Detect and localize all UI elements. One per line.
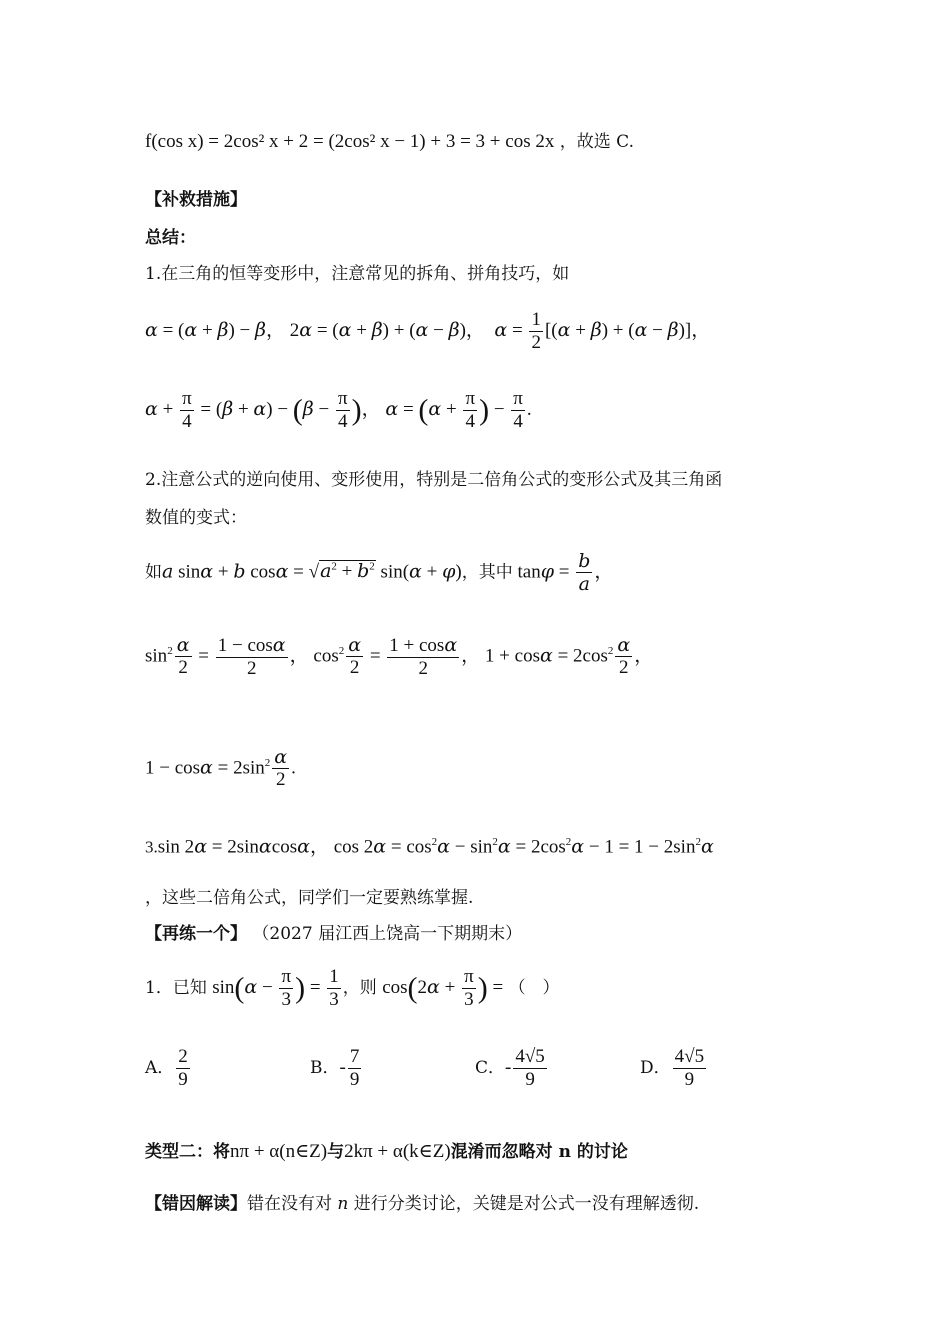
question-1: 1．已知 sin(α − $\frac{\pi}{3}$ ) = $\frac{1}{3}$ ，则 cos(2α + $\frac{\pi}{3}$ ) = （ ） [145, 966, 560, 1011]
option-c: C．- $\frac{4√5}{9}$ [475, 1046, 545, 1090]
option-d: D． $\frac{4√5}{9}$ [640, 1046, 705, 1090]
double-angle-formulas: 3.sin 2α = 2sinαcosα， $\cos 2\alpha = \cos^2\alpha - \sin^2\alpha = 2\cos^2\alpha - 1 = 1 - 2\sin^2\alpha$ [145, 835, 714, 858]
item1-text: 1.在三角的恒等变形中，注意常见的拆角、拼角技巧，如 [145, 264, 570, 284]
remedy-heading: 【补救措施】 [145, 190, 247, 210]
practice-source: （2027 届江西上饶高一下期期末） [252, 924, 523, 944]
angle-identities-1: α = (α + β) − β， 2α = (α + β) + (α − β)， α = $\frac{1}{2}$ [(α + β) + (α − β)]， [145, 309, 711, 354]
item2-line2: 数值的变式： [145, 508, 247, 528]
angle-identities-2: α + $\frac{\pi}{4}$ = (β + α) − (β − $\frac{\pi}{4}$ )， α = (α + $\frac{\pi}{4}$ ) − $\frac{\pi}{4}$ . [145, 388, 532, 433]
aux-angle-formula: 如a sinα + b $\cos\alpha = √a^2 + b^2$ sin(α + φ)，其中 tanφ = $\frac{b}{a}$ ， [145, 550, 614, 596]
solution-line [145, 130, 634, 154]
half-angle-formulas: $\sin^2$ $\frac{\alpha}{2}$ = $\frac{1 - \cos\alpha}{2}$ ， $\cos^2$ $\frac{\alpha}{2}$ = $\frac{1 + \cos\alpha}{2}$ ， $1 + \cos\alpha = 2\cos^2$ $\frac{\alpha}{2}$ ， [145, 633, 654, 679]
summary-label: 总结： [145, 228, 196, 248]
practice-heading: 【再练一个】 [145, 924, 247, 944]
type2-heading: 类型二：将nπ + α(n∈Z)与2kπ + α(k∈Z)混淆而忽略对 n 的讨论 [145, 1141, 628, 1162]
practice-heading-line [145, 922, 522, 946]
item2-line1: 2.注意公式的逆向使用、变形使用，特别是二倍角公式的变形公式及其三角函 [145, 470, 723, 490]
option-a: A． $\frac{2}{9}$ [145, 1046, 188, 1090]
item3-tail: ，这些二倍角公式，同学们一定要熟练掌握. [145, 888, 474, 908]
option-b: B．- $\frac{7}{9}$ [310, 1046, 360, 1090]
answer-note: ，故选 C. [559, 132, 634, 152]
error-analysis: 【错因解读】错在没有对 n 进行分类讨论，关键是对公式一没有理解透彻. [145, 1194, 700, 1214]
formula-f-cos: f(cos x) = 2cos² x + 2 = (2cos² x − 1) + 3 = 3 + cos 2x [145, 131, 555, 152]
one-minus-cos-formula: $1 - \cos\alpha = 2\sin^2$ $\frac{\alpha}{2}$ . [145, 746, 296, 791]
